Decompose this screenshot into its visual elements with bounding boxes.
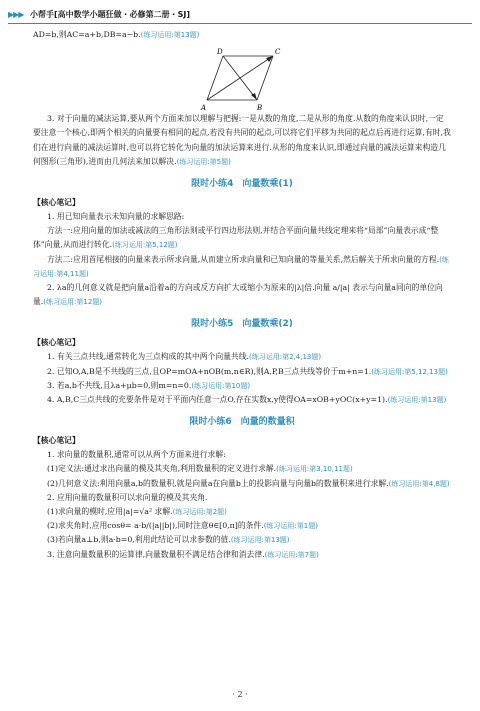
s6-t-3 bbox=[33, 533, 451, 547]
s6-sub-2-text: (2)几何意义法:利用向量a,b的数量积,就是向量a在向量b上的投影向量与向量b的数量积来进行求解. bbox=[47, 478, 389, 488]
s5-item-4-text: 4. A,B,C三点共线的充要条件是对于平面内任意一点O,存在实数x,y使得OA=xOB+yOC(x+y=1). bbox=[47, 395, 388, 405]
s6-item-3-ref: (练习运用:第7题) bbox=[264, 550, 319, 559]
s6-t-2 bbox=[33, 519, 451, 533]
s4-method-2-ref: (练习运用:第4,11题) bbox=[33, 255, 449, 278]
book-title: 小帮手[高中数学小题狂做・必修第二册・SJ] bbox=[30, 10, 191, 19]
s6-sub-2-ref: (练习运用:第4,8题) bbox=[388, 479, 450, 488]
s6-item-3 bbox=[33, 548, 451, 562]
para-3-text: 3. 对于向量的减法运算,要从两个方面来加以理解与把握:一是从数的角度,二是从形的角度.从数的角度来认识时,一定要注意一个核心,即两个相关的向量要有相同的起点,若没有共同的起点,可以将它们平移为共同的起点后再进行运算,有时,我们在进行向量的减法运算时,也可以将它转化为向量的加法运算来进行.从形的角度来认识,即通过向量的减法运算来构造几何图形(三角形),进而由几何法来加以解决. bbox=[33, 114, 451, 166]
intro-line bbox=[33, 28, 451, 42]
label-d: D bbox=[217, 48, 223, 57]
main-content bbox=[33, 28, 451, 562]
parallelogram-figure bbox=[33, 44, 451, 110]
s6-t-1-ref: (练习运用:第2题) bbox=[172, 508, 227, 517]
s5-item-3 bbox=[33, 379, 451, 393]
s6-sub-1 bbox=[33, 462, 451, 476]
s4-method-1 bbox=[33, 224, 451, 252]
s6-t-1 bbox=[33, 505, 451, 519]
s4-method-1-text: 方法一:应用向量的加法或减法的三角形法则或平行四边形法则,并结合平面向量共线定理来将“局部”向量表示成“整体”向量,从而进行转化. bbox=[33, 226, 439, 250]
s6-t-1-text: (1)求向量的模时,应用|a|=√a² 求解. bbox=[47, 507, 173, 517]
s5-item-4 bbox=[33, 393, 451, 407]
s6-sub-1-text: (1)定义法:通过求出向量的模及其夹角,利用数量积的定义进行求解. bbox=[47, 464, 277, 474]
para-3-ref: (练习运用:第5题) bbox=[176, 157, 231, 166]
s5-item-1-text: 1. 有关三点共线,通常转化为三点构成的其中两个向量共线. bbox=[47, 352, 249, 362]
s6-sub-1-ref: (练习运用:第3,10,11题) bbox=[276, 465, 353, 474]
s5-item-1-ref: (练习运用:第2,4,13题) bbox=[249, 353, 322, 362]
arrow-icon: ▶▶▶ bbox=[8, 10, 24, 19]
s6-sub-2 bbox=[33, 477, 451, 491]
s6-item-2: 2. 应用向量的数量积可以求向量的模及其夹角. bbox=[47, 492, 208, 502]
s5-item-4-ref: (练习运用:第13题) bbox=[387, 396, 447, 405]
s6-t-3-ref: (练习运用:第13题) bbox=[230, 536, 290, 545]
side-ad bbox=[207, 56, 223, 100]
section-4-title: 限时小练4 向量数乘(1) bbox=[191, 179, 293, 190]
s4-method-1-ref: (练习运用:第5,12题) bbox=[112, 241, 178, 250]
label-a: A bbox=[201, 104, 207, 111]
label-b: B bbox=[257, 104, 263, 111]
s5-item-3-text: 3. 若a,b不共线,且λa+μb=0,则m=n=0. bbox=[47, 380, 192, 390]
s5-item-2-ref: (练习运用:第5,12,13题) bbox=[371, 367, 448, 376]
diagonal-db bbox=[223, 56, 257, 100]
side-bc bbox=[257, 56, 273, 100]
s6-item-3-text: 3. 注意向量数量积的运算律,向量数量积不满足结合律和消去律. bbox=[47, 549, 265, 559]
section-5-title: 限时小练5 向量数乘(2) bbox=[191, 319, 293, 330]
s4-item-2 bbox=[33, 281, 451, 309]
s5-item-3-ref: (练习运用:第10题) bbox=[191, 381, 251, 390]
s5-item-2 bbox=[33, 365, 451, 379]
header-rule bbox=[8, 23, 472, 24]
section-6-title: 限时小练6 向量的数量积 bbox=[189, 417, 295, 428]
s6-t-2-ref: (练习运用:第1题) bbox=[263, 522, 318, 531]
s6-item-1: 1. 求向量的数量积,通常可以从两个方面来进行求解: bbox=[47, 450, 226, 460]
s4-item-2-text: 2. λa的几何意义就是把向量a沿着a的方向或反方向扩大或缩小为原来的|λ|倍.向量 a/|a| 表示与向量a同向的单位向量. bbox=[33, 283, 443, 307]
para-3 bbox=[33, 112, 451, 169]
s6-t-2-text: (2)求夹角时,应用cosθ= a·b/(|a||b|),同时注意θ∈[0,π]的条件. bbox=[47, 521, 264, 531]
s4-item-1: 1. 用已知向量表示未知向量的求解思路: bbox=[47, 212, 185, 222]
s6-t-3-text: (3)若向量a⊥b,则a·b=0,利用此结论可以求参数的值. bbox=[47, 535, 231, 545]
section-4-note: 【核心笔记】 bbox=[33, 198, 80, 208]
s4-method-2-text: 方法二:应用首尾相接的向量来表示所求向量,从而建立所求向量和已知向量的等量关系,然后解关于所求向量的方程. bbox=[47, 254, 440, 264]
page-header bbox=[0, 8, 480, 22]
page-number: · 2 · bbox=[232, 690, 248, 699]
s5-item-1 bbox=[33, 350, 451, 364]
section-6-note: 【核心笔记】 bbox=[33, 436, 80, 446]
s4-item-2-ref: (练习运用:第12题) bbox=[43, 298, 103, 307]
label-c: C bbox=[275, 48, 281, 57]
intro-ref: (练习运用:第13题) bbox=[140, 31, 200, 39]
s5-item-2-text: 2. 已知O,A,B是不共线的三点,且OP=mOA+nOB(m,n∈R),则A,P,B三点共线等价于m+n=1. bbox=[47, 366, 372, 376]
section-5-note: 【核心笔记】 bbox=[33, 338, 80, 348]
intro-text: AD=b,则AC=a+b,DB=a−b. bbox=[33, 30, 141, 39]
s4-method-2 bbox=[33, 253, 451, 281]
